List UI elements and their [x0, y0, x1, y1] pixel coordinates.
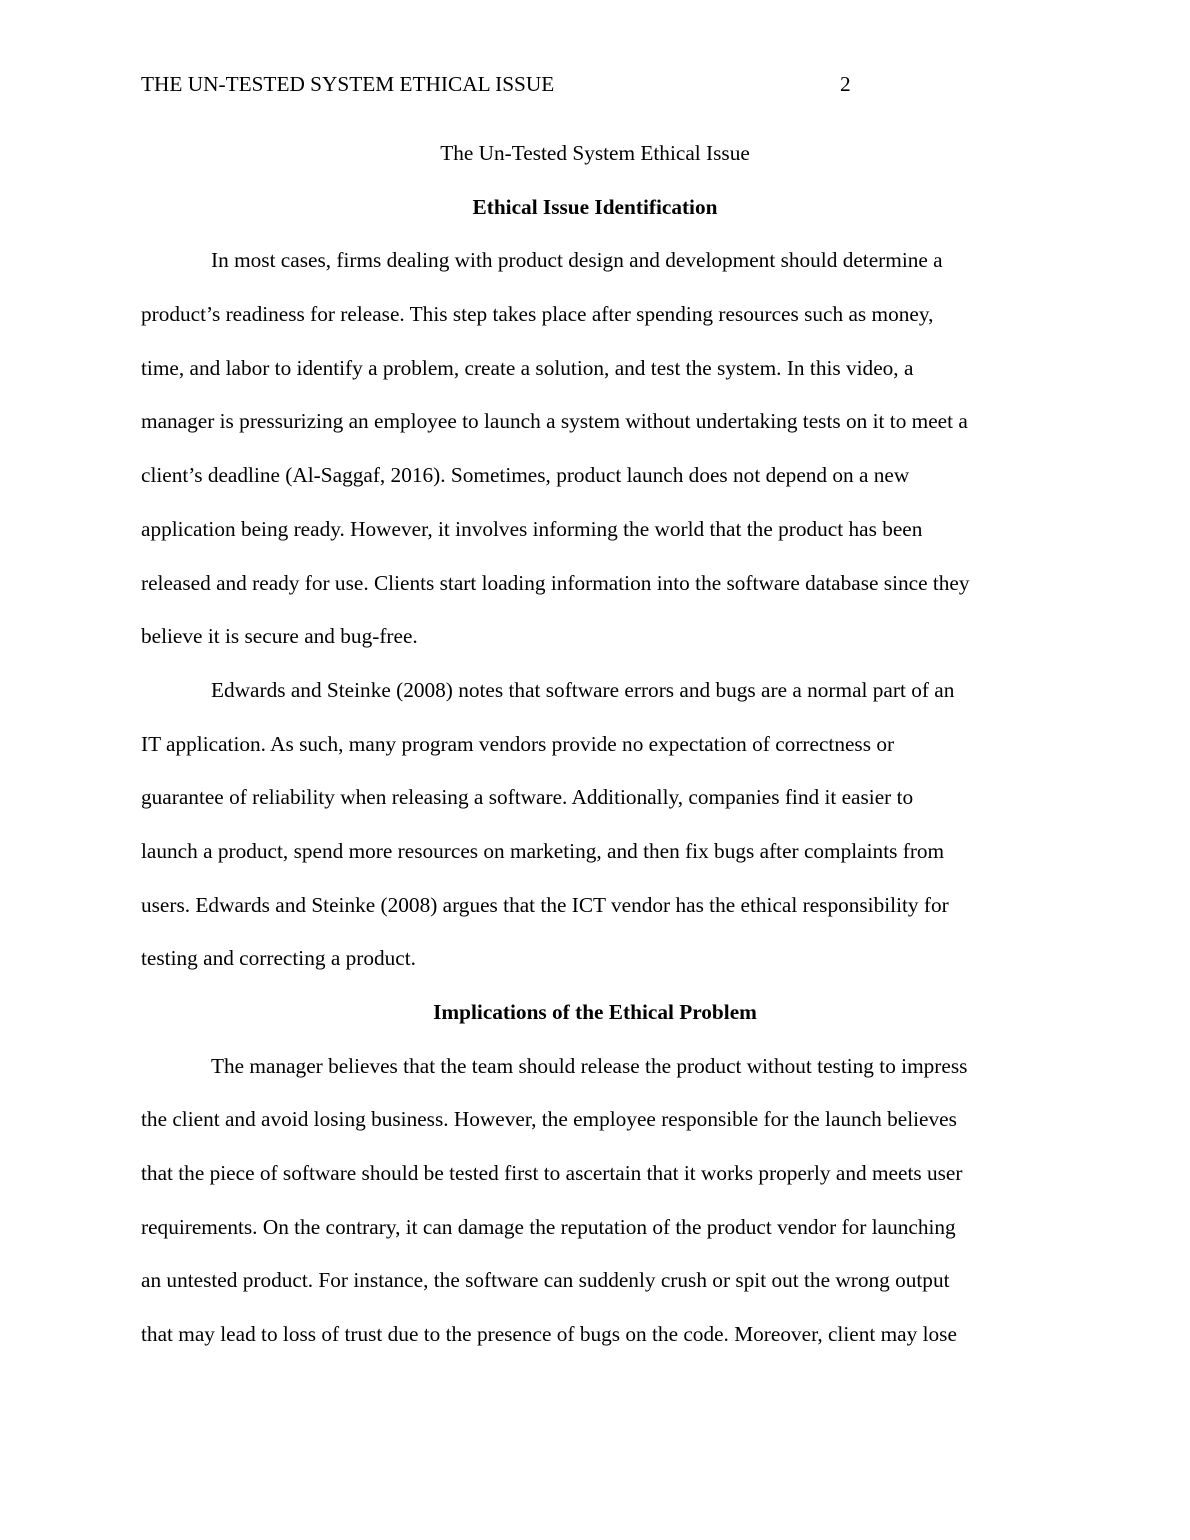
text-line: The manager believes that the team should release the product without testing to impress [211, 1053, 968, 1078]
text-line: released and ready for use. Clients start loading information into the software database since they [141, 570, 970, 595]
document-body [141, 127, 1049, 1362]
text-line: believe it is secure and bug-free. [141, 624, 418, 649]
text-line: requirements. On the contrary, it can damage the reputation of the product vendor for launching [141, 1214, 956, 1239]
text-line: client’s deadline (Al-Saggaf, 2016). Sometimes, product launch does not depend on a new [141, 463, 910, 488]
text-line: users. Edwards and Steinke (2008) argues that the ICT vendor has the ethical responsibility for [141, 892, 949, 917]
section-heading-implications: Implications of the Ethical Problem [433, 1000, 757, 1025]
text-line: product’s readiness for release. This step takes place after spending resources such as money, [141, 302, 934, 327]
text-line: IT application. As such, many program vendors provide no expectation of correctness or [141, 731, 895, 756]
text-line: Edwards and Steinke (2008) notes that software errors and bugs are a normal part of an [211, 677, 955, 702]
running-head: THE UN-TESTED SYSTEM ETHICAL ISSUE [141, 72, 555, 96]
section-heading-ethical-issue-identification: Ethical Issue Identification [472, 194, 718, 219]
text-line: manager is pressurizing an employee to launch a system without undertaking tests on it to meet a [141, 409, 968, 434]
document-title: The Un-Tested System Ethical Issue [440, 141, 750, 165]
text-line: an untested product. For instance, the software can suddenly crush or spit out the wrong output [141, 1268, 950, 1293]
paragraph-3 [141, 1040, 1049, 1362]
text-line: testing and correcting a product. [141, 946, 416, 971]
text-line: that the piece of software should be tested first to ascertain that it works properly and meets user [141, 1161, 963, 1186]
text-line: launch a product, spend more resources on marketing, and then fix bugs after complaints from [141, 838, 945, 863]
text-line: time, and labor to identify a problem, create a solution, and test the system. In this video, a [141, 355, 914, 380]
page-number: 2 [840, 72, 851, 96]
text-line: application being ready. However, it involves informing the world that the product has been [141, 516, 923, 541]
text-line: the client and avoid losing business. However, the employee responsible for the launch believes [141, 1107, 957, 1132]
text-line: that may lead to loss of trust due to the presence of bugs on the code. Moreover, client may lose [141, 1322, 957, 1347]
paragraph-2 [141, 664, 1049, 986]
text-line: In most cases, firms dealing with product design and development should determine a [211, 248, 943, 273]
paragraph-1 [141, 234, 1049, 664]
text-line: guarantee of reliability when releasing a software. Additionally, companies find it easier to [141, 785, 914, 810]
